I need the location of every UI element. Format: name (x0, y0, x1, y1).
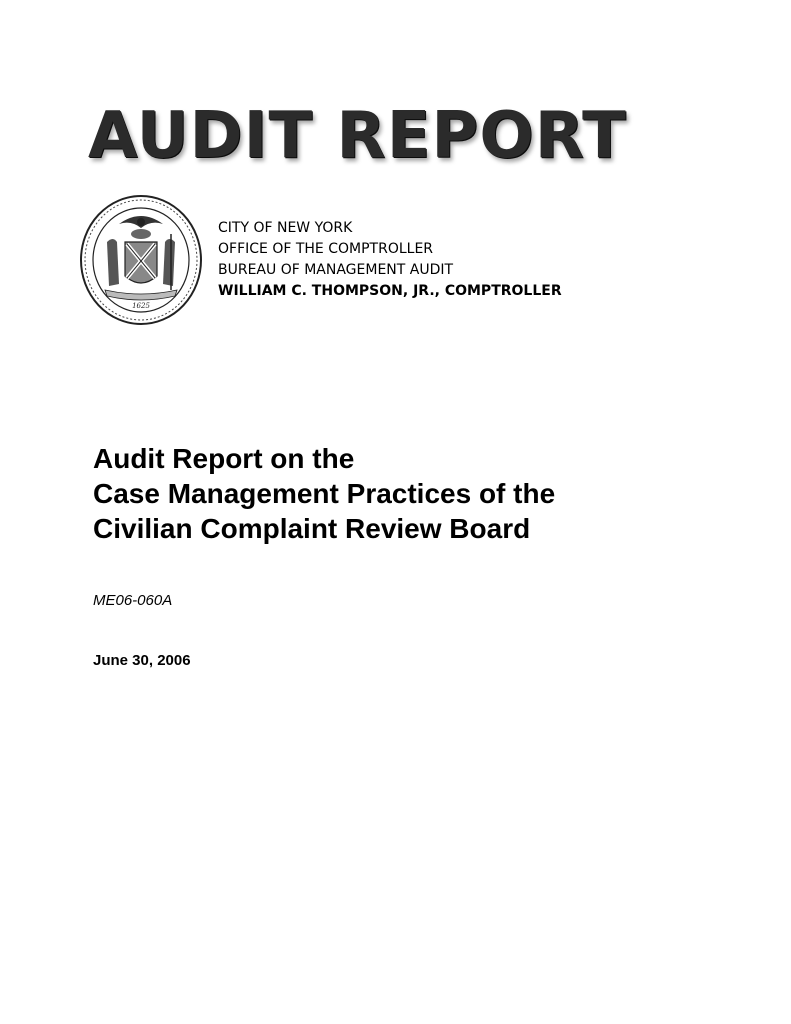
svg-text:1625: 1625 (132, 302, 150, 310)
report-title-line-3: Civilian Complaint Review Board (93, 513, 531, 544)
report-date: June 30, 2006 (93, 652, 191, 669)
city-seal-logo (79, 194, 203, 326)
audit-report-banner: AUDIT REPORT (88, 99, 627, 173)
org-comptroller: WILLIAM C. THOMPSON, JR., COMPTROLLER (218, 283, 562, 299)
org-bureau: BUREAU OF MANAGEMENT AUDIT (218, 262, 454, 278)
report-title-line-2: Case Management Practices of the (93, 478, 556, 509)
report-code: ME06-060A (93, 592, 173, 609)
org-city: CITY OF NEW YORK (218, 220, 353, 236)
organization-block (218, 218, 638, 302)
org-office: OFFICE OF THE COMPTROLLER (218, 241, 434, 257)
report-title-line-1: Audit Report on the (93, 443, 355, 474)
report-title (93, 441, 733, 546)
